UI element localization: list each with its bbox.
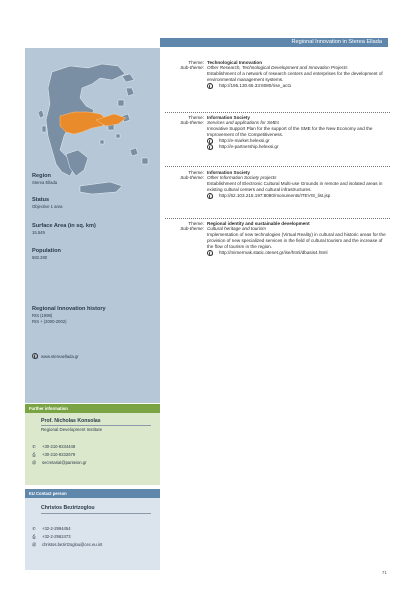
- header-title: Regional Innovation in Sterea Ellada: [160, 38, 388, 47]
- theme-block: Theme: Technological Innovation Sub-theme: Other Research, Technological Development and Innovation Projects Establishment of a network of research centers and enterprises for the development of environmental management systems. http://195.130.65.33:8080/rise_act1: [165, 60, 390, 89]
- subtheme-title: Services and applications for SMEs: [207, 120, 280, 125]
- theme-link[interactable]: http://e-partnership.helexsi.gr: [219, 144, 279, 149]
- sidebar: [25, 48, 160, 570]
- theme-block: Theme: Regional identity and sustainable development Sub-theme: Cultural heritage and tourism Implementation of new technologies (Virtual Reality) in cultural and historic areas for the provision of new specialized services in the field of cultural tourism and the increase of the flow of tourism in the region. http://mimermak.static.otenet.gr/ise/html/dbasis4.html: [165, 221, 390, 256]
- fi-contact-name: Prof. Nicholas Konsolas: [41, 418, 101, 424]
- phone-icon: ✆: [32, 444, 36, 449]
- theme-divider: [165, 218, 390, 219]
- page-number: 71: [382, 570, 387, 575]
- theme-title: Regional identity and sustainable development: [207, 221, 310, 226]
- eu-contact-title: EU Contact person: [25, 489, 160, 498]
- field-ri-history: [32, 306, 106, 324]
- field-status: [32, 197, 63, 209]
- eu-phone-row: [32, 526, 71, 531]
- ri-history-value: RIS (1998): [32, 313, 53, 318]
- theme-divider: [165, 112, 390, 113]
- globe-icon: [207, 250, 213, 256]
- theme-link-row: [207, 83, 390, 90]
- email-icon: @: [32, 542, 37, 547]
- phone-icon: ✆: [32, 526, 36, 531]
- region-label: Region: [32, 173, 51, 179]
- subtheme-title: Other Research, Technological Development and Innovation Projects: [207, 65, 348, 70]
- theme-description: Establishment of a network of research centers and enterprises for the development of environmental management systems.: [207, 70, 383, 82]
- eu-email-row: [32, 542, 102, 547]
- theme-description: Innovative Support Plan for the support of the SME for the New Economy and the Improvement of the Competitiveness.: [207, 125, 373, 137]
- theme-link[interactable]: http://195.130.65.33:8080/rise_act1: [219, 82, 292, 88]
- theme-divider: [165, 166, 390, 167]
- status-value: Objective 1 area: [32, 204, 63, 209]
- theme-title: Information Society: [207, 115, 250, 120]
- theme-link[interactable]: http://62.103.215.197:8080/monuments/ITEVIS_list.jsp: [219, 192, 331, 198]
- theme-block: Theme: Information Society Sub-theme: Services and applications for SMEs Innovative Support Plan for the support of the SME for the New Economy and the Improvement of the Competitiveness. http://e-market.helexsi.gr http://e-partnership.helexsi.gr: [165, 115, 390, 151]
- surface-area-value: 15.549: [32, 230, 45, 235]
- eu-divider: [41, 513, 151, 514]
- email-icon: @: [32, 460, 37, 465]
- fi-email[interactable]: secretarial@panteion.gr: [42, 460, 87, 465]
- theme-block: Theme: Information Society Sub-theme: Other Information Society projects Establishment of Electronic Cultural Multi-use Grounds in remote and isolated areas in existing cultural centers and cultural infrastructures. http://62.103.215.197:8080/monuments/ITEVIS_list.jsp: [165, 170, 390, 199]
- further-info-title: Further information: [25, 404, 160, 413]
- fi-email-row: [32, 460, 87, 465]
- status-label: Status: [32, 197, 50, 203]
- fi-phone: +30-210-9234448: [42, 444, 76, 449]
- population-label: Population: [32, 248, 61, 254]
- subtheme-title: Other Information Society projects: [207, 175, 277, 180]
- fax-icon: ⎙: [32, 452, 36, 457]
- globe-icon: [207, 138, 213, 144]
- fi-fax: +30-210-9232679: [42, 452, 76, 457]
- globe-icon: [207, 193, 213, 199]
- fi-contact-org: Regional Development Institute: [41, 427, 103, 432]
- ri-history-label: Regional Innovation history: [32, 306, 106, 312]
- theme-link-row: [207, 144, 390, 151]
- eu-fax: +32-2-2962473: [42, 534, 71, 539]
- eu-phone: +32-2-2994454: [42, 526, 71, 531]
- fi-divider: [41, 425, 151, 426]
- eu-contact-name: Christos Bezirtzoglou: [41, 505, 95, 511]
- field-surface-area: [32, 223, 96, 235]
- eu-email[interactable]: christos.bezirtzoglou@cec.eu.int: [42, 542, 103, 547]
- globe-icon: [32, 353, 38, 359]
- website-row: [32, 353, 79, 359]
- theme-description: Implementation of new technologies (Virtual Reality) in cultural and historic areas for the provision of new specialized services in the field of cultural tourism and the increase of the flow of tourism in the region.: [207, 231, 386, 249]
- subtheme-title: Cultural heritage and tourism: [207, 226, 266, 231]
- fi-fax-row: [32, 452, 75, 457]
- ri-history-value-2: RIS + (2000-2002): [32, 319, 67, 324]
- theme-link[interactable]: http://mimermak.static.otenet.gr/ise/html/dbasis4.html: [219, 249, 328, 255]
- theme-link[interactable]: http://e-market.helexsi.gr: [219, 137, 270, 143]
- surface-area-label: Surface Area (in sq. km): [32, 223, 96, 229]
- theme-title: Information Society: [207, 170, 250, 175]
- globe-icon: [207, 144, 213, 150]
- eu-fax-row: [32, 534, 71, 539]
- further-info-panel: [25, 413, 160, 485]
- fi-phone-row: [32, 444, 75, 449]
- fax-icon: ⎙: [32, 534, 36, 539]
- region-value: Sterea Ellada: [32, 180, 58, 185]
- globe-icon: [207, 83, 213, 89]
- field-population: [32, 248, 61, 260]
- eu-contact-panel: [25, 498, 160, 570]
- website-link[interactable]: www.stereaellada.gr: [41, 353, 79, 359]
- theme-link-row: [207, 193, 390, 200]
- theme-link-row: [207, 250, 390, 257]
- theme-title: Technological Innovation: [207, 60, 263, 65]
- field-region: [32, 173, 57, 185]
- region-info-panel: [25, 48, 160, 403]
- theme-description: Establishment of Electronic Cultural Multi-use Grounds in remote and isolated areas in existing cultural centers and cultural infrastructures.: [207, 180, 383, 192]
- population-value: 582.280: [32, 255, 48, 260]
